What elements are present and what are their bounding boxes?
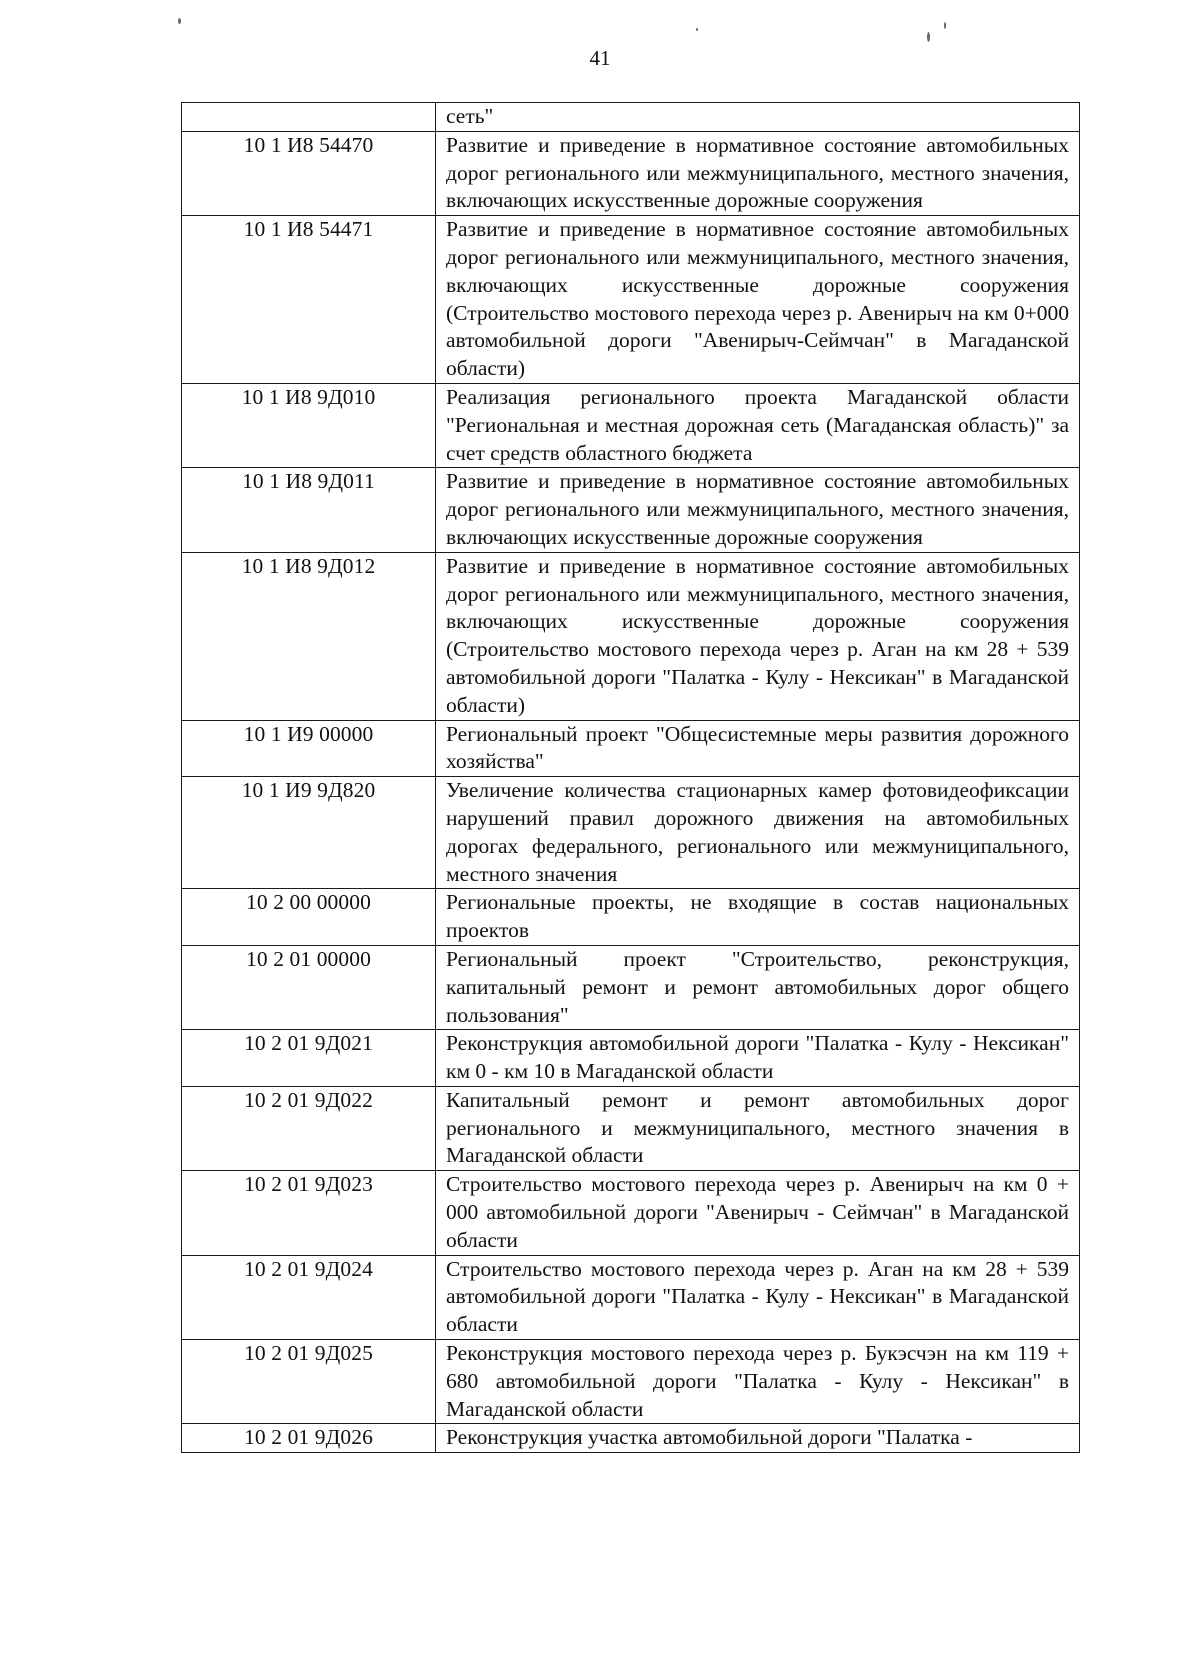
budget-code-cell: 10 1 И8 9Д012 xyxy=(182,552,436,720)
scan-speck xyxy=(178,18,181,24)
scan-speck xyxy=(696,28,698,31)
budget-code-cell: 10 2 00 00000 xyxy=(182,889,436,946)
table-row xyxy=(182,216,1080,384)
table-row xyxy=(182,777,1080,889)
budget-code-cell: 10 2 01 9Д024 xyxy=(182,1255,436,1339)
budget-code-cell: 10 1 И8 9Д011 xyxy=(182,468,436,552)
description-cell: Реконструкция автомобильной дороги "Палатка - Кулу - Нексикан" км 0 - км 10 в Магаданской области xyxy=(436,1030,1080,1087)
budget-code-cell: 10 1 И8 54471 xyxy=(182,216,436,384)
table-row xyxy=(182,103,1080,132)
budget-code-cell: 10 2 01 9Д023 xyxy=(182,1171,436,1255)
table-row xyxy=(182,889,1080,946)
page-number: 41 xyxy=(589,46,611,70)
budget-code-cell: 10 1 И8 54470 xyxy=(182,131,436,215)
description-cell: Строительство мостового перехода через р. Авенирыч на км 0 + 000 автомобильной дороги "Авенирыч - Сеймчан" в Магаданской области xyxy=(436,1171,1080,1255)
budget-code-cell: 10 2 01 9Д022 xyxy=(182,1086,436,1170)
table-body xyxy=(182,103,1080,1453)
description-cell: Развитие и приведение в нормативное состояние автомобильных дорог регионального или межмуниципального, местного значения, включающих искусственные дорожные сооружения (Строительство мостового перехода через р. Авенирыч на км 0+000 автомобильной дороги "Авенирыч-Сеймчан" в Магаданской области) xyxy=(436,216,1080,384)
description-cell: Строительство мостового перехода через р. Аган на км 28 + 539 автомобильной дороги "Палатка - Кулу - Нексикан" в Магаданской области xyxy=(436,1255,1080,1339)
budget-code-cell: 10 2 01 9Д025 xyxy=(182,1340,436,1424)
scan-speck xyxy=(944,22,946,29)
table-row xyxy=(182,1171,1080,1255)
table-row xyxy=(182,1424,1080,1453)
description-cell: Развитие и приведение в нормативное состояние автомобильных дорог регионального или межмуниципального, местного значения, включающих искусственные дорожные сооружения xyxy=(436,468,1080,552)
table-row xyxy=(182,468,1080,552)
budget-code-cell: 10 2 01 9Д021 xyxy=(182,1030,436,1087)
budget-code-cell xyxy=(182,103,436,132)
budget-code-cell: 10 1 И8 9Д010 xyxy=(182,383,436,467)
description-cell: Региональный проект "Строительство, реконструкция, капитальный ремонт и ремонт автомобильных дорог общего пользования" xyxy=(436,945,1080,1029)
description-cell: Развитие и приведение в нормативное состояние автомобильных дорог регионального или межмуниципального, местного значения, включающих искусственные дорожные сооружения xyxy=(436,131,1080,215)
description-cell: Реконструкция мостового перехода через р. Букэсчэн на км 119 + 680 автомобильной дороги "Палатка - Кулу - Нексикан" в Магаданской области xyxy=(436,1340,1080,1424)
table-row xyxy=(182,131,1080,215)
budget-code-cell: 10 1 И9 9Д820 xyxy=(182,777,436,889)
scan-speck xyxy=(927,32,930,42)
table-row xyxy=(182,1086,1080,1170)
description-cell: Реконструкция участка автомобильной дороги "Палатка - xyxy=(436,1424,1080,1453)
budget-code-cell: 10 2 01 9Д026 xyxy=(182,1424,436,1453)
description-cell: Капитальный ремонт и ремонт автомобильных дорог регионального и межмуниципального, местного значения в Магаданской области xyxy=(436,1086,1080,1170)
budget-code-cell: 10 2 01 00000 xyxy=(182,945,436,1029)
table-row xyxy=(182,1255,1080,1339)
description-cell: сеть" xyxy=(436,103,1080,132)
description-cell: Увеличение количества стационарных камер фотовидеофиксации нарушений правил дорожного движения на автомобильных дорогах федерального, регионального или межмуниципального, местного значения xyxy=(436,777,1080,889)
table-row xyxy=(182,552,1080,720)
budget-code-table xyxy=(181,102,1080,1453)
description-cell: Реализация регионального проекта Магаданской области "Региональная и местная дорожная сеть (Магаданская область)" за счет средств областного бюджета xyxy=(436,383,1080,467)
table-row xyxy=(182,1030,1080,1087)
description-cell: Развитие и приведение в нормативное состояние автомобильных дорог регионального или межмуниципального, местного значения, включающих искусственные дорожные сооружения (Строительство мостового перехода через р. Аган на км 28 + 539 автомобильной дороги "Палатка - Кулу - Нексикан" в Магаданской области) xyxy=(436,552,1080,720)
table-row xyxy=(182,1340,1080,1424)
table-row xyxy=(182,945,1080,1029)
budget-code-cell: 10 1 И9 00000 xyxy=(182,720,436,777)
description-cell: Региональные проекты, не входящие в состав национальных проектов xyxy=(436,889,1080,946)
table-row xyxy=(182,720,1080,777)
description-cell: Региональный проект "Общесистемные меры развития дорожного хозяйства" xyxy=(436,720,1080,777)
table-row xyxy=(182,383,1080,467)
